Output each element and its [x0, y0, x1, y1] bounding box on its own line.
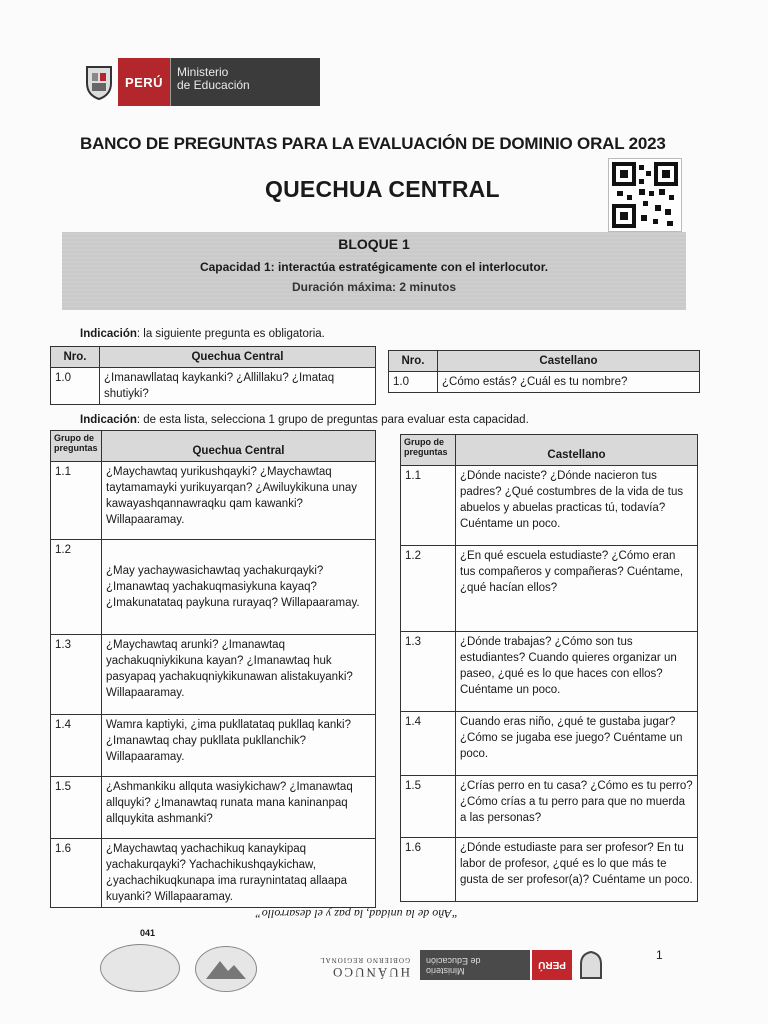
- table-row: 1.4 Cuando eras niño, ¿qué te gustaba jugar? ¿Cómo se jugaba ese juego? Cuéntame un poco.: [401, 712, 698, 776]
- table-row: 1.5 ¿Crías perro en tu casa? ¿Cómo es tu perro? ¿Cómo crías a tu perro para que no muerda a las personas?: [401, 776, 698, 838]
- page-code: 041: [140, 928, 156, 938]
- col-num-header: Nro.: [389, 351, 438, 372]
- block-banner: [62, 232, 686, 310]
- indication-select-group: Indicación: de esta lista, selecciona 1 grupo de preguntas para evaluar esta capacidad.: [80, 414, 529, 426]
- document-title: BANCO DE PREGUNTAS PARA LA EVALUACIÓN DE DOMINIO ORAL 2023: [80, 134, 666, 153]
- document-subtitle: QUECHUA CENTRAL: [265, 176, 500, 202]
- table-row: 1.0 ¿Imanawllataq kaykanki? ¿Allillaku? ¿Imataq shutiyki?: [51, 368, 376, 405]
- col-num-header: Grupo de preguntas: [51, 431, 102, 462]
- table-groups-quechua: [50, 430, 376, 908]
- col-lang-header: Castellano: [456, 435, 698, 466]
- col-num-header: Grupo de preguntas: [401, 435, 456, 466]
- block-name: BLOQUE 1: [338, 236, 410, 252]
- table-row: 1.1 ¿Maychawtaq yurikushqayki? ¿Maychawtaq taytamamayki yurikuyarqan? ¿Awiluykikuna unay kawayashqannawraqku qam kawanki? Willapaaramay.: [51, 462, 376, 540]
- col-num-header: Nro.: [51, 347, 100, 368]
- col-lang-header: Quechua Central: [100, 347, 376, 368]
- table-mandatory-spanish: [388, 350, 700, 393]
- table-row: 1.3 ¿Maychawtaq arunki? ¿Imanawtaq yachakuqniykikuna kayan? ¿Imanawtaq huk pasyapaq yachakuqniykikunawan alistakuyanki? Willapaaramay.: [51, 635, 376, 715]
- regional-seal-icon: [195, 946, 257, 992]
- gobierno-regional-huanuco-logo: HUÁNUCO GOBIERNO REGIONAL: [319, 956, 410, 980]
- footer-ministry-label: Ministerio de Educación: [420, 950, 530, 980]
- peru-label: PERÚ: [118, 58, 170, 106]
- block-capacity: Capacidad 1: interactúa estratégicamente con el interlocutor.: [199, 260, 549, 274]
- table-mandatory-quechua: [50, 346, 376, 405]
- agp-logo-icon: [100, 944, 180, 992]
- table-row: 1.6 ¿Dónde estudiaste para ser profesor? En tu labor de profesor, ¿qué es lo que más te gusta de ser profesor(a)? Cuéntame un poco.: [401, 838, 698, 902]
- table-row: 1.2 ¿En qué escuela estudiaste? ¿Cómo eran tus compañeros y compañeras? Cuéntame, ¿qué hacían ellos?: [401, 546, 698, 632]
- table-row: 1.5 ¿Ashmankiku allquta wasiykichaw? ¿Imanawtaq allquyki? ¿Imanawtaq runata mana kaninanpaq allquykita ashmanki?: [51, 777, 376, 839]
- col-lang-header: Castellano: [438, 351, 700, 372]
- block-duration: Duración máxima: 2 minutos: [291, 280, 457, 294]
- table-row: 1.3 ¿Dónde trabajas? ¿Cómo son tus estudiantes? Cuando quieres organizar un paseo, ¿qué es lo que haces con ellos? Cuéntame un poco.: [401, 632, 698, 712]
- table-groups-spanish: [400, 434, 698, 902]
- table-row: 1.4 Wamra kaptiyki, ¿ima pukllatataq pukllaq kanki? ¿Imanawtaq chay pukllata pukllanchik? Willapaaramay.: [51, 715, 376, 777]
- indication-mandatory: Indicación: la siguiente pregunta es obligatoria.: [80, 328, 325, 340]
- page-number: 1: [656, 948, 663, 962]
- qr-code-icon: [608, 158, 682, 232]
- minedu-logo: [80, 58, 320, 106]
- table-row: 1.1 ¿Dónde naciste? ¿Dónde nacieron tus padres? ¿Qué costumbres de la vida de tus abuelos y abuelas practicas tú, todavía? Cuéntame un poco.: [401, 466, 698, 546]
- table-row: 1.6 ¿Maychawtaq yachachikuq kanaykipaq yachakurqayki? Yachachikushqaykichaw, ¿yachachikuqkunapa ima ruraynintataq allaapa kuyanki? Willapaaramay.: [51, 839, 376, 908]
- footer-coat-of-arms-icon: [578, 950, 604, 980]
- footer-peru-label: PERÚ: [532, 950, 572, 980]
- ministry-label: Ministerio de Educación: [170, 58, 320, 106]
- table-row: 1.0 ¿Cómo estás? ¿Cuál es tu nombre?: [389, 372, 700, 393]
- col-lang-header: Quechua Central: [102, 431, 376, 462]
- footer-motto: “Año de la unidad, la paz y el desarrollo”: [255, 907, 459, 921]
- table-row: 1.2 ¿May yachaywasichawtaq yachakurqayki? ¿Imanawtaq yachakuqmasiykuna kayaq? ¿Imakunatataq paykuna rurayaq? Willapaaramay.: [51, 540, 376, 635]
- coat-of-arms-icon: [80, 58, 118, 106]
